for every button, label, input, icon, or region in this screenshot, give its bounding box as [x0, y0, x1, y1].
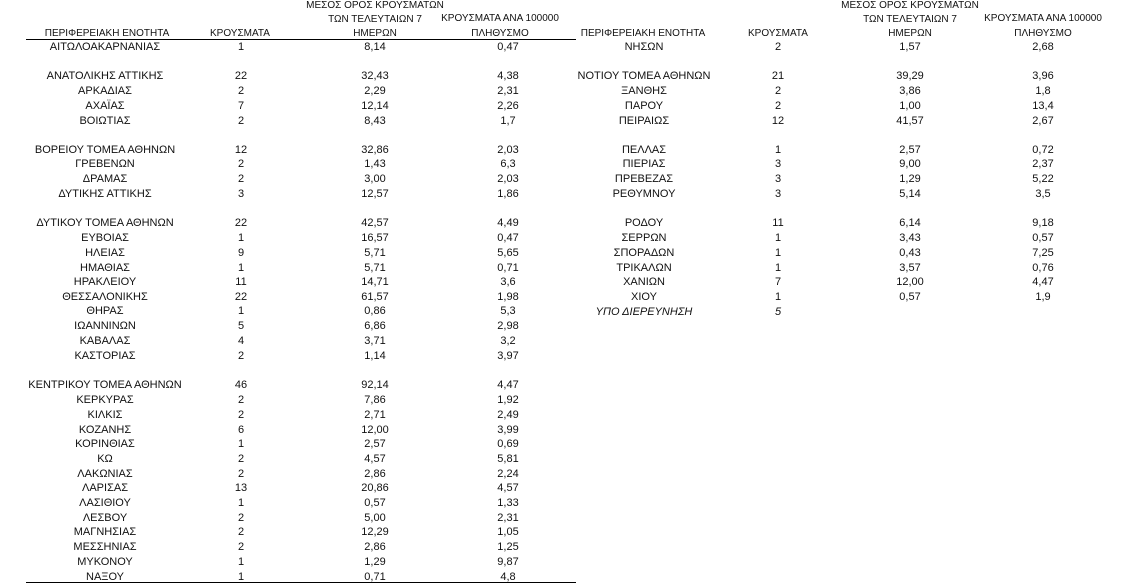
left-row-per: 5,81 — [497, 453, 519, 465]
left-row-avg: 12,14 — [361, 100, 389, 112]
left-row-name: ΛΑΚΩΝΙΑΣ — [77, 468, 133, 480]
right-header-avg-line2: ΤΩΝ ΤΕΛΕΥΤΑΙΩΝ 7 — [863, 14, 957, 25]
left-row-name: ΘΕΣΣΑΛΟΝΙΚΗΣ — [62, 291, 148, 303]
left-row-cases: 9 — [237, 247, 245, 259]
left-row-name: ΗΜΑΘΙΑΣ — [80, 262, 130, 274]
left-row-name: ΚΩ — [97, 453, 113, 465]
left-row-avg: 16,57 — [361, 232, 389, 244]
right-row-name: ΠΕΙΡΑΙΩΣ — [618, 115, 670, 127]
right-row-cases: 1 — [774, 144, 782, 156]
left-row-cases: 2 — [237, 541, 245, 553]
right-row-name: ΠΙΕΡΙΑΣ — [622, 158, 666, 170]
left-row-avg: 92,14 — [361, 379, 389, 391]
right-row-avg: 5,14 — [899, 188, 921, 200]
right-row-avg: 0,57 — [899, 291, 921, 303]
left-row-avg: 2,86 — [364, 468, 386, 480]
left-row-per: 4,57 — [497, 482, 519, 494]
left-row-avg: 12,29 — [361, 526, 389, 538]
right-row-name: ΡΕΘΥΜΝΟΥ — [612, 188, 676, 200]
left-row-avg: 6,86 — [364, 320, 386, 332]
left-row-avg: 0,57 — [364, 497, 386, 509]
left-row-avg: 2,29 — [364, 85, 386, 97]
left-row-per: 4,47 — [497, 379, 519, 391]
left-row-per: 5,3 — [500, 305, 516, 317]
right-row-name: ΣΕΡΡΩΝ — [621, 232, 667, 244]
left-row-per: 1,86 — [497, 188, 519, 200]
right-row-name: ΣΠΟΡΑΔΩΝ — [613, 247, 675, 259]
left-row-cases: 7 — [237, 100, 245, 112]
left-row-per: 2,31 — [497, 85, 519, 97]
left-row-cases: 1 — [237, 41, 245, 53]
left-row-per: 4,8 — [500, 571, 516, 583]
left-row-cases: 2 — [237, 468, 245, 480]
right-row-avg: 2,57 — [899, 144, 921, 156]
left-row-avg: 5,00 — [364, 512, 386, 524]
left-row-per: 2,24 — [497, 468, 519, 480]
left-row-name: ΚΑΣΤΟΡΙΑΣ — [74, 350, 136, 362]
right-row-cases: 1 — [774, 247, 782, 259]
left-row-avg: 20,86 — [361, 482, 389, 494]
left-row-name: ΓΡΕΒΕΝΩΝ — [75, 158, 135, 170]
left-row-per: 1,33 — [497, 497, 519, 509]
left-row-avg: 2,86 — [364, 541, 386, 553]
right-row-name: ΠΕΛΛΑΣ — [621, 144, 667, 156]
left-row-avg: 8,43 — [364, 115, 386, 127]
right-row-cases: 3 — [774, 173, 782, 185]
right-row-name: ΧΙΟΥ — [631, 291, 657, 303]
right-row-per: 1,9 — [1035, 291, 1051, 303]
left-row-per: 2,03 — [497, 173, 519, 185]
left-row-avg: 5,71 — [364, 247, 386, 259]
left-row-avg: 2,71 — [364, 409, 386, 421]
left-row-cases: 2 — [237, 173, 245, 185]
right-row-avg: 39,29 — [896, 70, 924, 82]
left-row-cases: 6 — [237, 424, 245, 436]
left-row-avg: 3,00 — [364, 173, 386, 185]
left-row-name: ΑΙΤΩΛΟΑΚΑΡΝΑΝΙΑΣ — [49, 41, 161, 53]
right-row-per: 2,37 — [1032, 158, 1054, 170]
left-row-avg: 4,57 — [364, 453, 386, 465]
left-row-avg: 1,29 — [364, 556, 386, 568]
left-row-cases: 1 — [237, 556, 245, 568]
right-row-cases: 1 — [774, 262, 782, 274]
left-row-avg: 2,57 — [364, 438, 386, 450]
left-row-per: 1,05 — [497, 526, 519, 538]
right-row-per: 3,96 — [1032, 70, 1054, 82]
left-row-cases: 2 — [237, 158, 245, 170]
left-row-avg: 3,71 — [364, 335, 386, 347]
right-row-per: 7,25 — [1032, 247, 1054, 259]
left-row-per: 1,7 — [500, 115, 516, 127]
left-row-cases: 5 — [237, 320, 245, 332]
left-header-cases: ΚΡΟΥΣΜΑΤΑ — [210, 28, 270, 39]
left-header-per — [425, 13, 575, 39]
right-row-cases: 5 — [774, 306, 782, 318]
right-row-per: 4,47 — [1032, 276, 1054, 288]
left-row-per: 2,26 — [497, 100, 519, 112]
right-row-avg: 3,57 — [899, 262, 921, 274]
left-row-cases: 1 — [237, 262, 245, 274]
left-row-cases: 13 — [234, 482, 248, 494]
right-row-per: 2,67 — [1032, 115, 1054, 127]
right-row-cases: 3 — [774, 158, 782, 170]
right-row-cases: 2 — [774, 85, 782, 97]
left-row-cases: 2 — [237, 453, 245, 465]
right-row-per: 2,68 — [1032, 41, 1054, 53]
left-row-cases: 2 — [237, 85, 245, 97]
left-row-name: ΕΥΒΟΙΑΣ — [81, 232, 129, 244]
left-row-name: ΒΟΙΩΤΙΑΣ — [79, 115, 131, 127]
left-row-cases: 2 — [237, 526, 245, 538]
left-row-name: ΛΑΣΙΘΙΟΥ — [79, 497, 131, 509]
left-row-name: ΛΑΡΙΣΑΣ — [81, 482, 129, 494]
right-header-avg-line1: ΜΕΣΟΣ ΟΡΟΣ ΚΡΟΥΣΜΑΤΩΝ — [841, 0, 979, 11]
left-row-name: ΔΥΤΙΚΟΥ ΤΟΜΕΑ ΑΘΗΝΩΝ — [36, 217, 174, 229]
right-row-cases: 12 — [771, 115, 785, 127]
left-row-per: 1,92 — [497, 394, 519, 406]
left-row-avg: 5,71 — [364, 262, 386, 274]
left-row-name: ΜΕΣΣΗΝΙΑΣ — [73, 541, 137, 553]
right-row-avg: 41,57 — [896, 115, 924, 127]
left-row-per: 4,38 — [497, 70, 519, 82]
left-row-name: ΚΕΝΤΡΙΚΟΥ ΤΟΜΕΑ ΑΘΗΝΩΝ — [28, 379, 182, 391]
left-row-cases: 22 — [234, 217, 248, 229]
right-row-name: ΝΟΤΙΟΥ ΤΟΜΕΑ ΑΘΗΝΩΝ — [577, 70, 711, 82]
left-row-per: 3,99 — [497, 424, 519, 436]
left-row-name: ΚΟΖΑΝΗΣ — [78, 424, 132, 436]
right-row-avg: 3,43 — [899, 232, 921, 244]
left-row-avg: 7,86 — [364, 394, 386, 406]
left-row-per: 1,25 — [497, 541, 519, 553]
right-row-cases: 1 — [774, 291, 782, 303]
left-row-cases: 1 — [237, 497, 245, 509]
right-header-avg-line3: ΗΜΕΡΩΝ — [888, 28, 932, 39]
left-row-name: ΑΝΑΤΟΛΙΚΗΣ ΑΤΤΙΚΗΣ — [46, 70, 164, 82]
right-row-cases: 2 — [774, 100, 782, 112]
left-row-cases: 46 — [234, 379, 248, 391]
left-row-cases: 11 — [235, 276, 247, 288]
left-row-name: ΚΙΛΚΙΣ — [87, 409, 123, 421]
right-row-name: ΥΠΟ ΔΙΕΡΕΥΝΗΣΗ — [595, 306, 693, 318]
left-row-name: ΙΩΑΝΝΙΝΩΝ — [74, 320, 136, 332]
left-row-per: 2,31 — [497, 512, 519, 524]
left-header-region: ΠΕΡΙΦΕΡΕΙΑΚΗ ΕΝΟΤΗΤΑ — [44, 28, 170, 39]
left-row-cases: 2 — [237, 394, 245, 406]
right-row-cases: 3 — [774, 188, 782, 200]
left-row-per: 2,03 — [497, 144, 519, 156]
left-row-avg: 32,43 — [361, 70, 389, 82]
left-row-per: 4,49 — [497, 217, 519, 229]
left-row-name: ΗΛΕΙΑΣ — [85, 247, 125, 259]
left-row-avg: 8,14 — [364, 41, 386, 53]
left-row-name: ΚΕΡΚΥΡΑΣ — [76, 394, 134, 406]
left-row-per: 0,47 — [497, 232, 519, 244]
left-row-cases: 2 — [237, 409, 245, 421]
right-row-name: ΝΗΣΩΝ — [624, 41, 664, 53]
left-row-name: ΑΧΑΪΑΣ — [85, 100, 125, 112]
left-row-cases: 1 — [237, 305, 245, 317]
left-row-name: ΔΥΤΙΚΗΣ ΑΤΤΙΚΗΣ — [58, 188, 152, 200]
left-header-per-line2: ΠΛΗΘΥΣΜΟ — [471, 28, 529, 39]
left-row-avg: 14,71 — [361, 276, 389, 288]
right-header-avg — [835, 0, 985, 39]
right-row-per: 0,57 — [1032, 232, 1054, 244]
right-row-cases: 11 — [772, 217, 784, 229]
left-row-cases: 2 — [237, 115, 245, 127]
left-row-avg: 1,43 — [364, 158, 386, 170]
left-row-avg: 61,57 — [361, 291, 389, 303]
left-row-avg: 12,57 — [361, 188, 389, 200]
left-row-per: 5,65 — [497, 247, 519, 259]
right-row-avg: 12,00 — [896, 276, 924, 288]
left-row-name: ΚΑΒΑΛΑΣ — [79, 335, 131, 347]
left-row-avg: 32,86 — [361, 144, 389, 156]
left-row-name: ΚΟΡΙΝΘΙΑΣ — [75, 438, 135, 450]
right-row-per: 13,4 — [1032, 100, 1054, 112]
left-row-per: 3,6 — [500, 276, 516, 288]
right-row-avg: 9,00 — [899, 158, 921, 170]
right-row-per: 9,18 — [1032, 217, 1054, 229]
right-row-avg: 3,86 — [899, 85, 921, 97]
right-row-name: ΞΑΝΘΗΣ — [621, 85, 667, 97]
left-row-name: ΘΗΡΑΣ — [86, 305, 124, 317]
right-row-cases: 1 — [774, 232, 782, 244]
left-row-cases: 22 — [234, 70, 248, 82]
left-row-name: ΗΡΑΚΛΕΙΟΥ — [73, 276, 137, 288]
right-row-name: ΧΑΝΙΩΝ — [623, 276, 665, 288]
right-row-per: 0,72 — [1032, 144, 1054, 156]
right-row-per: 3,5 — [1035, 188, 1051, 200]
left-row-per: 0,71 — [497, 262, 519, 274]
left-row-per: 0,47 — [497, 41, 519, 53]
right-header-region: ΠΕΡΙΦΕΡΕΙΑΚΗ ΕΝΟΤΗΤΑ — [580, 28, 706, 39]
left-row-cases: 1 — [237, 571, 245, 583]
left-row-name: ΝΑΞΟΥ — [86, 571, 124, 583]
left-row-per: 2,98 — [497, 320, 519, 332]
left-header-avg-line3: ΗΜΕΡΩΝ — [353, 28, 397, 39]
right-row-cases: 2 — [774, 41, 782, 53]
left-header-per-line1: ΚΡΟΥΣΜΑΤΑ ΑΝΑ 100000 — [441, 13, 559, 24]
right-row-per: 5,22 — [1032, 173, 1054, 185]
right-row-per: 1,8 — [1035, 85, 1051, 97]
left-row-cases: 22 — [234, 291, 248, 303]
right-header-per-line1: ΚΡΟΥΣΜΑΤΑ ΑΝΑ 100000 — [984, 13, 1102, 24]
left-row-cases: 1 — [237, 232, 245, 244]
left-row-name: ΒΟΡΕΙΟΥ ΤΟΜΕΑ ΑΘΗΝΩΝ — [34, 144, 176, 156]
left-row-per: 1,98 — [497, 291, 519, 303]
left-row-name: ΛΕΣΒΟΥ — [82, 512, 128, 524]
right-row-avg: 1,00 — [899, 100, 921, 112]
left-row-name: ΔΡΑΜΑΣ — [82, 173, 128, 185]
left-row-cases: 1 — [237, 438, 245, 450]
right-row-name: ΡΟΔΟΥ — [624, 217, 664, 229]
left-row-cases: 4 — [237, 335, 245, 347]
left-row-avg: 0,86 — [364, 305, 386, 317]
left-row-per: 3,97 — [497, 350, 519, 362]
right-row-name: ΠΡΕΒΕΖΑΣ — [614, 173, 674, 185]
left-header-avg-line2: ΤΩΝ ΤΕΛΕΥΤΑΙΩΝ 7 — [328, 14, 422, 25]
left-row-avg: 1,14 — [364, 350, 386, 362]
left-row-cases: 3 — [237, 188, 245, 200]
left-row-name: ΑΡΚΑΔΙΑΣ — [78, 85, 132, 97]
left-row-per: 0,69 — [497, 438, 519, 450]
right-row-name: ΠΑΡΟΥ — [624, 100, 664, 112]
left-row-cases: 12 — [234, 144, 248, 156]
right-row-cases: 7 — [774, 276, 782, 288]
right-header-per — [968, 13, 1118, 39]
right-row-cases: 21 — [771, 70, 785, 82]
left-row-per: 2,49 — [497, 409, 519, 421]
right-row-avg: 1,29 — [899, 173, 921, 185]
right-row-avg: 0,43 — [899, 247, 921, 259]
right-row-per: 0,76 — [1032, 262, 1054, 274]
left-row-avg: 12,00 — [361, 424, 389, 436]
right-row-avg: 1,57 — [899, 41, 921, 53]
left-row-name: ΜΥΚΟΝΟΥ — [77, 556, 133, 568]
left-row-per: 3,2 — [500, 335, 516, 347]
right-row-avg: 6,14 — [899, 217, 921, 229]
left-row-per: 6,3 — [500, 158, 516, 170]
left-row-avg: 0,71 — [364, 571, 386, 583]
left-header-avg-line1: ΜΕΣΟΣ ΟΡΟΣ ΚΡΟΥΣΜΑΤΩΝ — [306, 0, 444, 11]
right-row-name: ΤΡΙΚΑΛΩΝ — [616, 262, 672, 274]
left-row-avg: 42,57 — [361, 217, 389, 229]
right-header-per-line2: ΠΛΗΘΥΣΜΟ — [1014, 28, 1072, 39]
left-row-per: 9,87 — [497, 556, 519, 568]
left-row-cases: 2 — [237, 512, 245, 524]
left-row-cases: 2 — [237, 350, 245, 362]
left-row-name: ΜΑΓΝΗΣΙΑΣ — [73, 526, 137, 538]
right-header-cases: ΚΡΟΥΣΜΑΤΑ — [748, 28, 808, 39]
